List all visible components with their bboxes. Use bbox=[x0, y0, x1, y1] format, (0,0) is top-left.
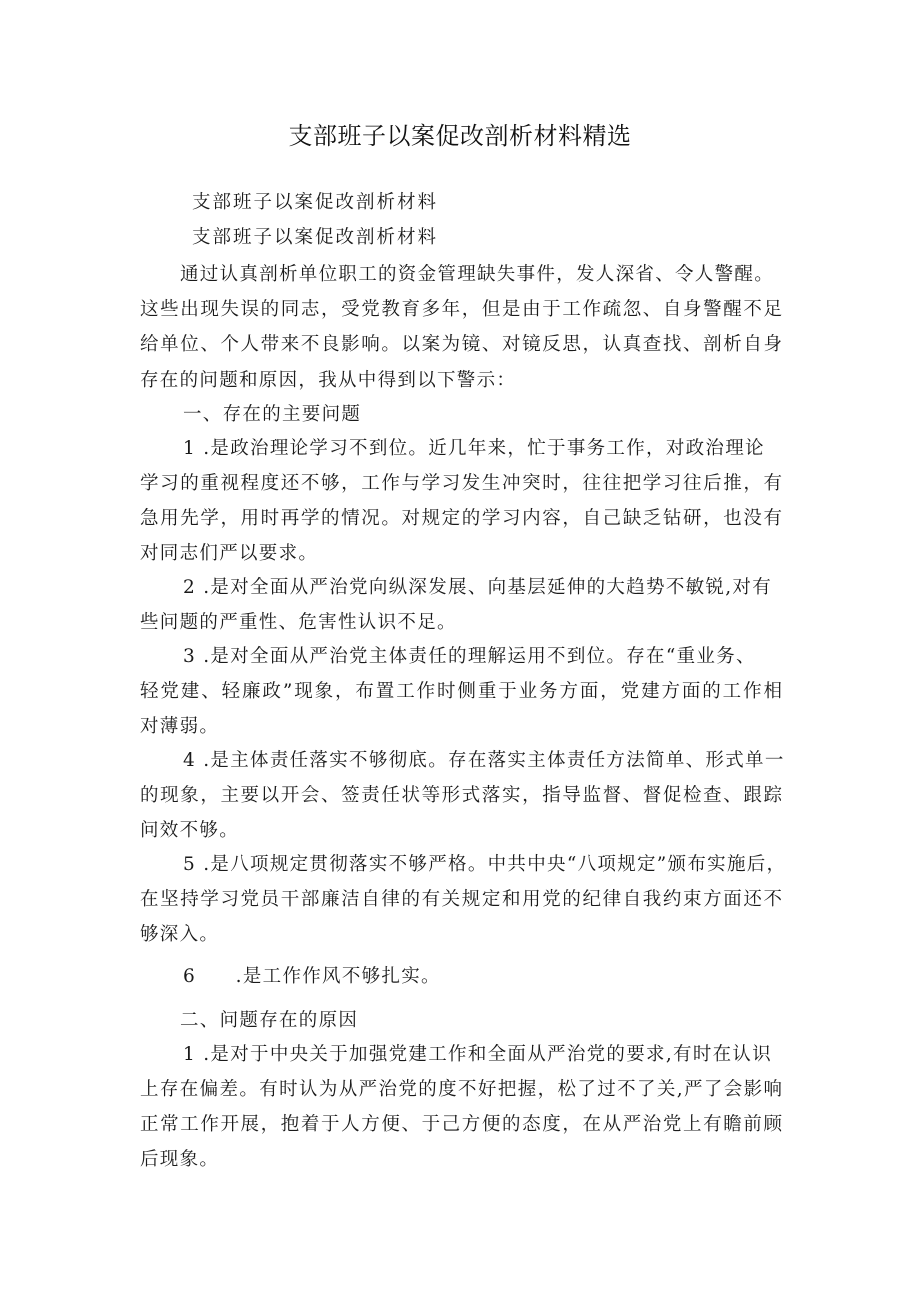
paragraph-line: 够深入。 bbox=[140, 924, 220, 945]
paragraph-line: 对薄弱。 bbox=[140, 716, 220, 737]
paragraph-line: 1 .是政治理论学习不到位。近几年来，忙于事务工作，对政治理论 bbox=[183, 438, 765, 459]
paragraph-line: 上存在偏差。有时认为从严治党的度不好把握，松了过不了关,严了会影响 bbox=[140, 1079, 782, 1100]
paragraph-line: 存在的问题和原因，我从中得到以下警示： bbox=[140, 370, 517, 391]
paragraph-line: 后现象。 bbox=[140, 1149, 220, 1170]
subtitle-line: 支部班子以案促改剖析材料 bbox=[192, 192, 439, 213]
section-heading: 一、存在的主要问题 bbox=[183, 404, 362, 425]
paragraph-line: 2 .是对全面从严治党向纵深发展、向基层延伸的大趋势不敏锐,对有 bbox=[183, 577, 773, 598]
paragraph-line: 在坚持学习党员干部廉洁自律的有关规定和用党的纪律自我约束方面还不 bbox=[140, 889, 782, 910]
paragraph-line: 对同志们严以要求。 bbox=[140, 543, 319, 564]
paragraph-line: 急用先学，用时再学的情况。对规定的学习内容，自己缺乏钻研，也没有 bbox=[140, 508, 782, 529]
paragraph-line: 1 .是对于中央关于加强党建工作和全面从严治党的要求,有时在认识 bbox=[183, 1044, 773, 1065]
paragraph-line: 这些出现失误的同志，受党教育多年，但是由于工作疏忽、自身警醒不足 bbox=[140, 299, 782, 320]
paragraph-line: 正常工作开展，抱着于人方便、于己方便的态度，在从严治党上有瞻前顾 bbox=[140, 1114, 782, 1135]
paragraph-line: 6 .是工作作风不够扎实。 bbox=[183, 966, 441, 987]
paragraph-line: 给单位、个人带来不良影响。以案为镜、对镜反思，认真查找、剖析自身 bbox=[140, 334, 782, 355]
paragraph-line: 问效不够。 bbox=[140, 820, 240, 841]
paragraph-line: 轻党建、轻廉政”现象，布置工作时侧重于业务方面，党建方面的工作相 bbox=[140, 681, 782, 702]
paragraph-line: 些问题的严重性、危害性认识不足。 bbox=[140, 612, 457, 633]
paragraph-line: 学习的重视程度还不够，工作与学习发生冲突时，往往把学习往后推，有 bbox=[140, 473, 782, 494]
section-heading: 二、问题存在的原因 bbox=[180, 1010, 359, 1031]
document-title: 支部班子以案促改剖析材料精选 bbox=[288, 122, 632, 150]
subtitle-line: 支部班子以案促改剖析材料 bbox=[192, 227, 439, 248]
paragraph-line: 4 .是主体责任落实不够彻底。存在落实主体责任方法简单、形式单一 bbox=[183, 750, 785, 771]
paragraph-line: 3 .是对全面从严治党主体责任的理解运用不到位。存在“重业务、 bbox=[183, 646, 756, 667]
paragraph-line: 通过认真剖析单位职工的资金管理缺失事件，发人深省、令人警醒。 bbox=[180, 264, 775, 285]
paragraph-line: 的现象，主要以开会、签责任状等形式落实，指导监督、督促检查、跟踪 bbox=[140, 785, 782, 806]
paragraph-line: 5 .是八项规定贯彻落实不够严格。中共中央“八项规定”颁布实施后， bbox=[183, 854, 787, 875]
